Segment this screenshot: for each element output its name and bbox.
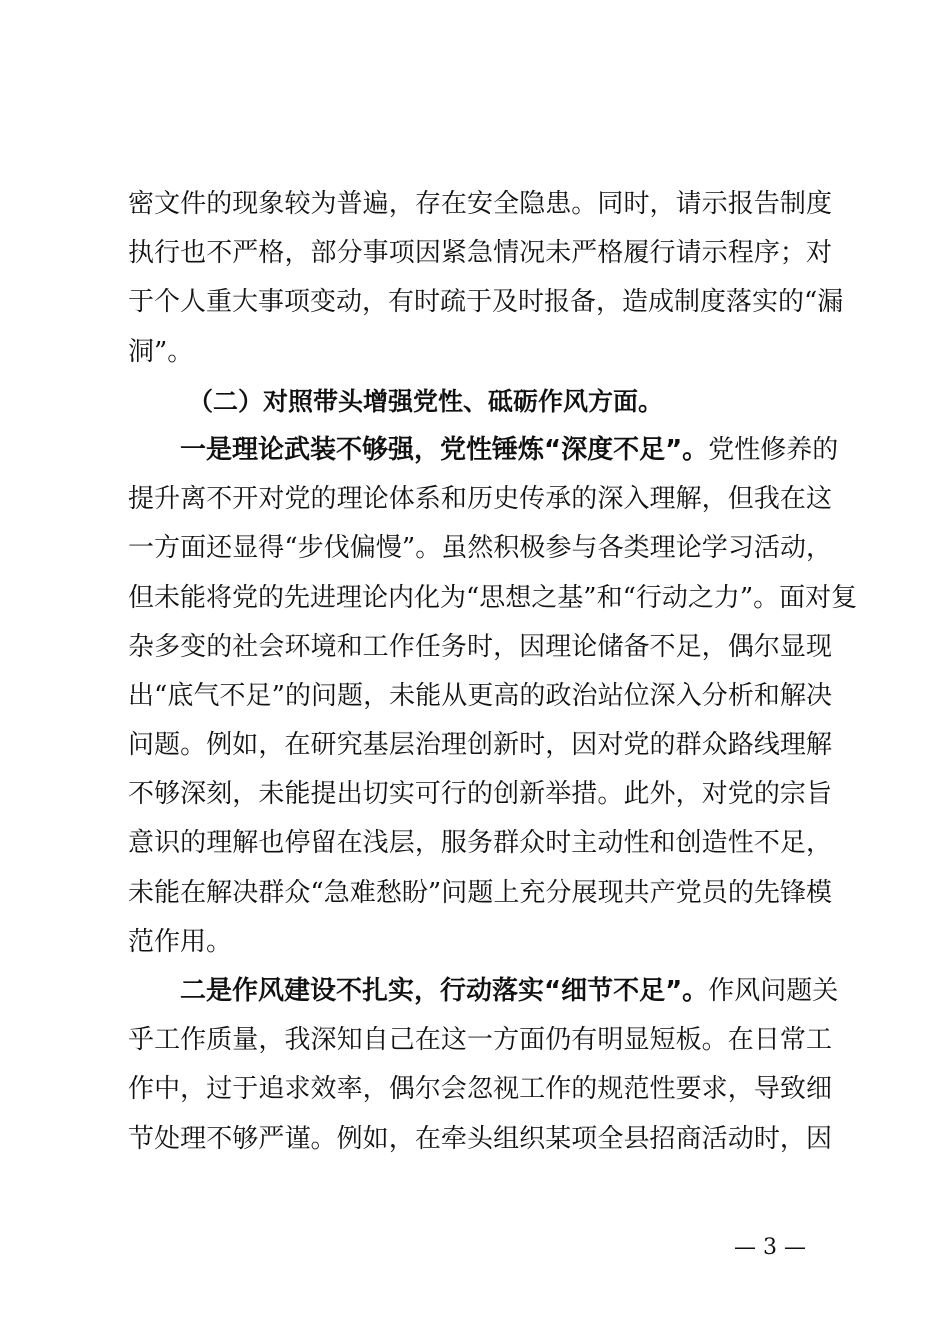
text-run: 党性修养的 (708, 434, 839, 465)
text-line: 节处理不够严谨。例如，在牵头组织某项全县招商活动时，因 (128, 1123, 832, 1154)
text-line: 于个人重大事项变动，有时疏于及时报备，造成制度落实的“漏 (128, 287, 844, 318)
text-line: 执行也不严格，部分事项因紧急情况未严格履行请示程序；对 (128, 238, 832, 269)
page-number: — 3 — (734, 1235, 806, 1260)
text-line: 提升离不开对党的理论体系和历史传承的深入理解，但我在这 (128, 484, 832, 515)
text-line: 问题。例如，在研究基层治理创新时，因对党的群众路线理解 (128, 730, 832, 761)
text-line: 密文件的现象较为普遍，存在安全隐患。同时，请示报告制度 (128, 189, 832, 219)
text-line: 出“底气不足”的问题，未能从更高的政治站位深入分析和解决 (128, 680, 832, 711)
text-line: 一方面还显得“步伐偏慢”。虽然积极参与各类理论学习活动， (128, 533, 832, 564)
text-line: 作中，过于追求效率，偶尔会忽视工作的规范性要求，导致细 (128, 1074, 832, 1105)
bold-lead: 一是理论武装不够强，党性锤炼“深度不足”。 (180, 434, 709, 465)
text-line: 杂多变的社会环境和工作任务时，因理论储备不足，偶尔显现 (128, 631, 832, 662)
text-line: 洞”。 (128, 336, 194, 367)
paragraph-first-line (128, 426, 839, 475)
text-line: 不够深刻，未能提出切实可行的创新举措。此外，对党的宗旨 (128, 779, 832, 810)
text-line: 但未能将党的先进理论内化为“思想之基”和“行动之力”。面对复 (128, 582, 858, 613)
paragraph-first-line (128, 967, 839, 1016)
document-body (128, 180, 858, 1164)
section-heading: （二）对照带头增强党性、砥砺作风方面。 (188, 386, 664, 416)
text-run: 作风问题关 (708, 976, 839, 1006)
bold-lead: 二是作风建设不扎实，行动落实“细节不足”。 (180, 976, 709, 1006)
text-line: 意识的理解也停留在浅层，服务群众时主动性和创造性不足， (128, 828, 832, 859)
text-line: 范作用。 (128, 926, 233, 957)
text-line: 乎工作质量，我深知自己在这一方面仍有明显短板。在日常工 (128, 1025, 832, 1056)
text-line: 未能在解决群众“急难愁盼”问题上充分展现共产党员的先锋模 (128, 877, 832, 908)
